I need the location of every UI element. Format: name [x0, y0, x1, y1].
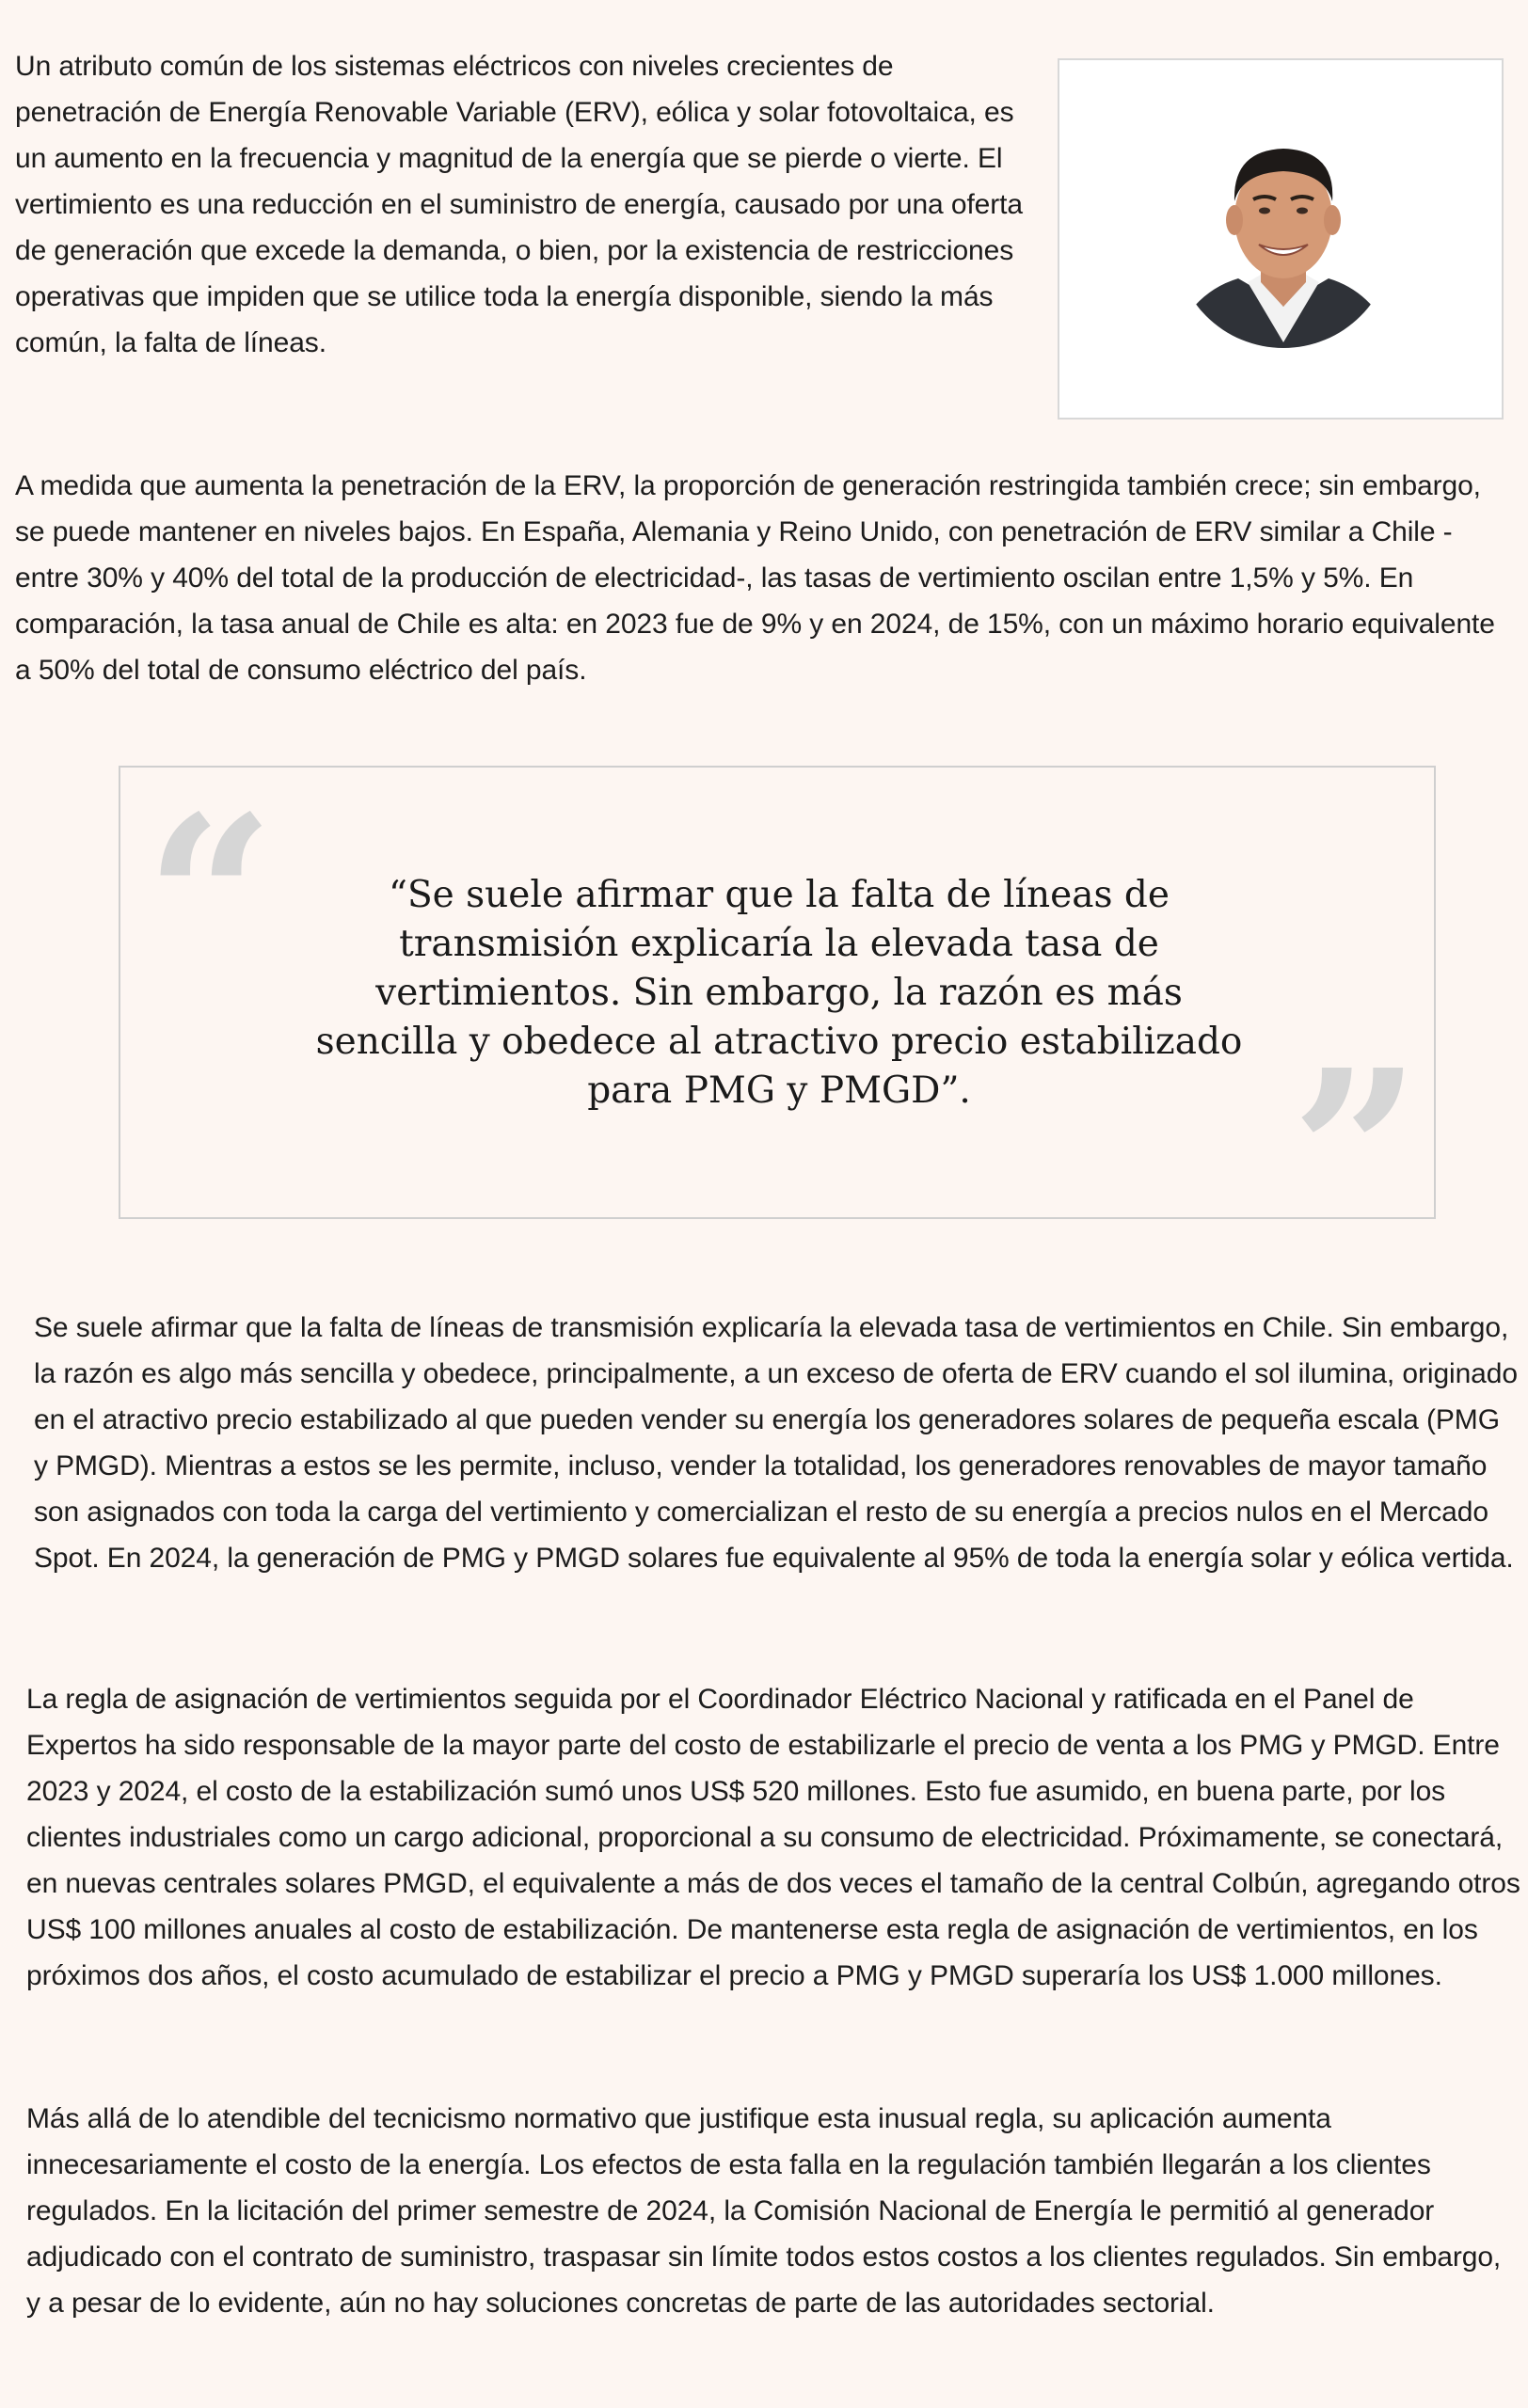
- pull-quote-text: “Se suele afirmar que la falta de líneas de transmisión explicaría la elevada tasa de vertimientos. Sin embargo, la razón es más sencilla y obedece al atractivo precio estabilizado para PMG y PMGD”.: [315, 874, 1243, 1112]
- author-portrait-image: [1059, 60, 1505, 421]
- paragraph-allocation-rule: La regla de asignación de vertimientos seguida por el Coordinador Eléctrico Nacional y ratificada en el Panel de Expertos ha sido responsable de la mayor parte del costo de estabilizarle el precio de venta a los PMG y PMGD. Entre 2023 y 2024, el costo de la estabilización sumó unos US$ 520 millones. Esto fue asumido, en buena parte, por los clientes industriales como un cargo adicional, proporcional a su consumo de electricidad. Próximamente, se conectará, en nuevas centrales solares PMGD, el equivalente a más de dos veces el tamaño de la central Colbún, agregando otros US$ 100 millones anuales al costo de estabilización. De mantenerse esta regla de asignación de vertimientos, en los próximos dos años, el costo acumulado de estabilizar el precio a PMG y PMGD superaría los US$ 1.000 millones.: [26, 1684, 1520, 1991]
- paragraph-comparison: A medida que aumenta la penetración de la ERV, la proporción de generación restringida también crece; sin embargo, se puede mantener en niveles bajos. En España, Alemania y Reino Unido, con penetración de ERV similar a Chile -entre 30% y 40% del total de la producción de electricidad-, las tasas de vertimiento oscilan entre 1,5% y 5%. En comparación, la tasa anual de Chile es alta: en 2023 fue de 9% y en 2024, de 15%, con un máximo horario equivalente a 50% del total de consumo eléctrico del país.: [15, 470, 1495, 686]
- close-quote-icon: ”: [1291, 1021, 1422, 1286]
- pull-quote-box: [119, 766, 1436, 1286]
- paragraph-intro: Un atributo común de los sistemas eléctricos con niveles crecientes de penetración de Energía Renovable Variable (ERV), eólica y solar fotovoltaica, es un aumento en la frecuencia y magnitud de la energía que se pierde o vierte. El vertimiento es una reducción en el suministro de energía, causado por una oferta de generación que excede la demanda, o bien, por la existencia de restricciones operativas que impiden que se utilice toda la energía disponible, siendo la más común, la falta de líneas.: [15, 51, 1023, 358]
- paragraph-conclusion: Más allá de lo atendible del tecnicismo normativo que justifique esta inusual regla, su aplicación aumenta innecesariamente el costo de la energía. Los efectos de esta falla en la regulación también llegarán a los clientes regulados. En la licitación del primer semestre de 2024, la Comisión Nacional de Energía le permitió al generador adjudicado con el contrato de suministro, traspasar sin límite todos estos costos a los clientes regulados. Sin embargo, y a pesar de lo evidente, aún no hay soluciones concretas de parte de las autoridades sectorial.: [26, 2103, 1502, 2319]
- paragraph-transmission: Se suele afirmar que la falta de líneas de transmisión explicaría la elevada tasa de vertimientos en Chile. Sin embargo, la razón es algo más sencilla y obedece, principalmente, a un exceso de oferta de ERV cuando el sol ilumina, originado en el atractivo precio estabilizado al que pueden vender su energía los generadores solares de pequeña escala (PMG y PMGD). Mientras a estos se les permite, incluso, vender la totalidad, los generadores renovables de mayor tamaño son asignados con toda la carga del vertimiento y comercializan el resto de su energía a precios nulos en el Mercado Spot. En 2024, la generación de PMG y PMGD solares fue equivalente al 95% de toda la energía solar y eólica vertida.: [34, 1312, 1518, 1574]
- author-photo-frame: [1058, 58, 1504, 420]
- open-quote-icon: “: [145, 767, 276, 1032]
